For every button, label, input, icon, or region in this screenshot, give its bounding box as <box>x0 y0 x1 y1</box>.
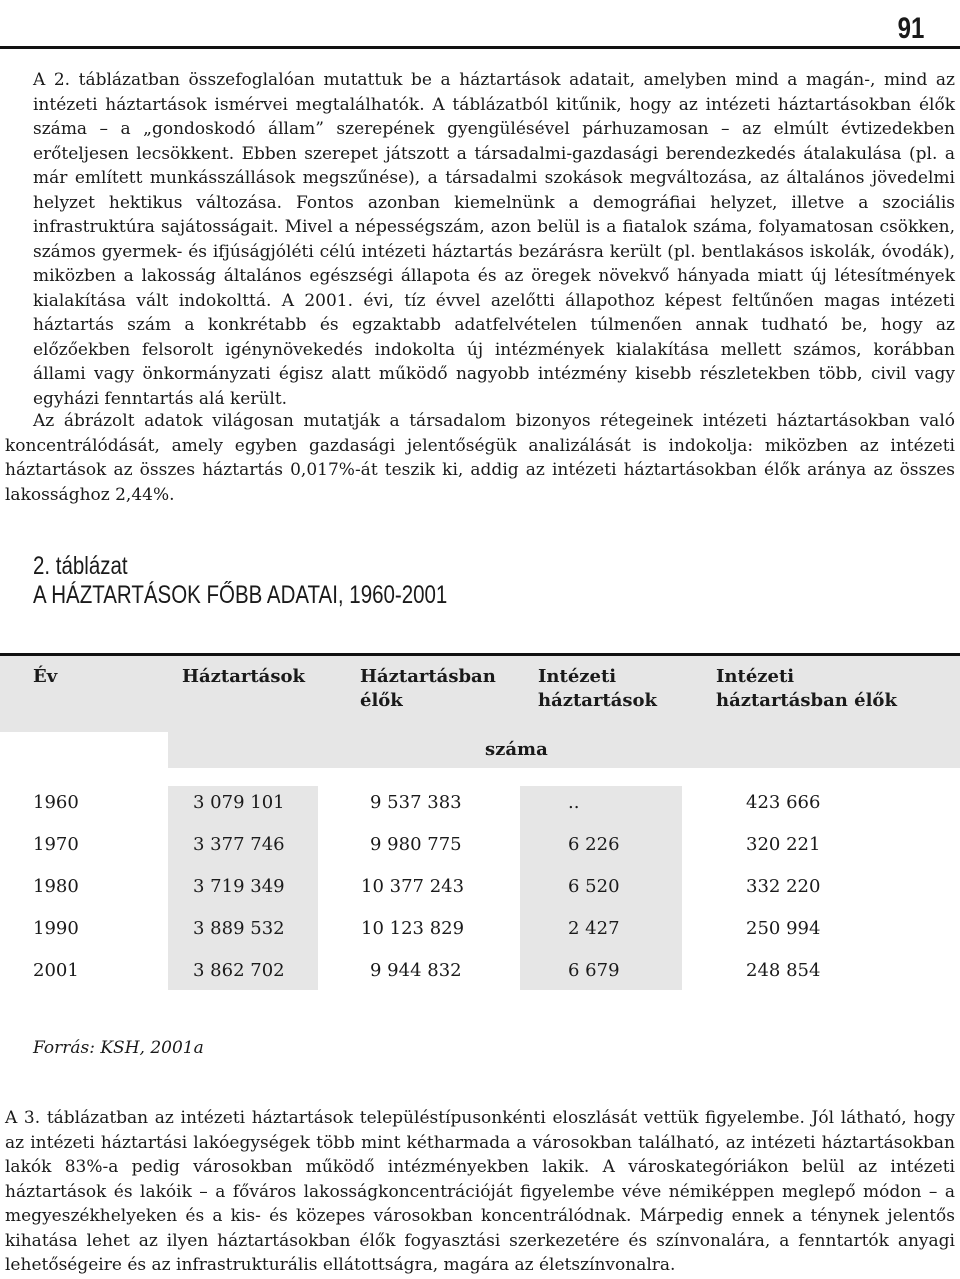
table-cell-ev: 1960 <box>33 792 79 813</box>
table-subheader-szama: száma <box>485 739 548 760</box>
table-header-ev: Év <box>33 666 58 687</box>
table-cell-ev: 2001 <box>33 960 79 981</box>
table-cell-intezeti-elok: 320 221 <box>746 834 821 855</box>
table-cell-intezeti: 6 679 <box>568 960 620 981</box>
table-cell-elok: 10 123 829 <box>361 918 465 939</box>
table-cell-elok: 9 980 775 <box>370 834 462 855</box>
paragraph-1: A 2. táblázatban összefoglalóan mutattuk be a háztartások adatait, amelyben mind a magán-, mind az intézeti háztartások ismérvei megtalálhatók. A táblázatból kitűnik, hogy az intézeti háztartásokban élők száma – a „gondoskodó állam” szerepének gyengülésével párhuzamosan – az elmúlt évtizedekben erőteljesen lecsökkent. Ebben szerepet játszott a társadalmi-gazdasági berendezkedés átalakulása (pl. a már említett munkásszállások megszűnése), a társadalmi szokások megváltozása, az általános jövedelmi helyzet hektikus változása. Fontos azonban kiemelnünk a demográfiai helyzet, illetve a szociális infrastruktúra sajátosságait. Mivel a népességszám, azon belül is a fiatalok száma, folyamatosan csökken, számos gyermek- és ifjúságjóléti célú intézeti háztartás bezárásra került (pl. bentlakásos iskolák, óvodák), miközben a lakosság általános egészségi állapota és az öregek növekvő hányada miatt új létesítmények kialakítása vált indokolttá. A 2001. évi, tíz évvel azelőtti állapothoz képest feltűnően magas intézeti háztartás szám a konkrétabb és egzaktabb adatfelvételen túlmenően annak tudható be, hogy az előzőekben felsorolt igénynövekedés indokolta új intézmények kialakítása mellett számos, korábban állami vagy önkormányzati égisz alatt működő nagyobb intézmény kisebb részletekben több, civil vagy egyházi fenntartás alá került. <box>33 70 955 409</box>
header-line-1: Intézeti <box>538 666 617 687</box>
table-cell-intezeti-elok: 250 994 <box>746 918 821 939</box>
table-cell-intezeti-elok: 248 854 <box>746 960 821 981</box>
table-subheader-background <box>168 732 960 768</box>
table-cell-elok: 9 537 383 <box>370 792 462 813</box>
table-cell-ev: 1990 <box>33 918 79 939</box>
table-header-haztartasban-elok <box>360 665 496 713</box>
table-cell-haztartasok: 3 862 702 <box>193 960 285 981</box>
table-cell-intezeti-elok: 423 666 <box>746 792 821 813</box>
header-line-2: háztartások <box>538 690 658 711</box>
table-caption <box>33 552 447 610</box>
table-cell-haztartasok: 3 719 349 <box>193 876 285 897</box>
table-cell-intezeti: 6 226 <box>568 834 620 855</box>
table-caption-number: 2. táblázat <box>33 552 128 580</box>
table-cell-ev: 1980 <box>33 876 79 897</box>
table-cell-haztartasok: 3 377 746 <box>193 834 285 855</box>
table-cell-haztartasok: 3 079 101 <box>193 792 285 813</box>
table-cell-intezeti: 2 427 <box>568 918 620 939</box>
paragraph-2: Az ábrázolt adatok világosan mutatják a társadalom bizonyos rétegeinek intézeti háztartásokban való koncentrálódását, amely egyben gazdasági jelentőségük analizálását is indokolja: miközben az intézeti háztartások az összes háztartás 0,017%-át teszik ki, addig az intézeti háztartásokban élők aránya az összes lakossághoz 2,44%. <box>5 411 955 505</box>
table-cell-ev: 1970 <box>33 834 79 855</box>
table-cell-haztartasok: 3 889 532 <box>193 918 285 939</box>
page-number: 91 <box>897 12 924 45</box>
header-line-2: élők <box>360 690 403 711</box>
table-cell-elok: 10 377 243 <box>361 876 465 897</box>
header-line-1: Intézeti <box>716 666 795 687</box>
header-line-2: háztartásban élők <box>716 690 897 711</box>
table-header-intezeti-haztartasok <box>538 665 657 713</box>
header-line-1: Háztartásban <box>360 666 496 687</box>
top-rule <box>0 46 960 49</box>
table-caption-title: A HÁZTARTÁSOK FŐBB ADATAI, 1960-2001 <box>33 581 448 609</box>
table-cell-intezeti-elok: 332 220 <box>746 876 821 897</box>
table-header-intezeti-elok <box>716 665 897 713</box>
table-header-haztartasok: Háztartások <box>182 666 305 687</box>
table-source: Forrás: KSH, 2001a <box>33 1038 204 1058</box>
paragraph-3: A 3. táblázatban az intézeti háztartások településtípusonkénti eloszlását vettük figyelembe. Jól látható, hogy az intézeti háztartási lakóegységek több mint kétharmada a városokban található, az intézeti háztartásokban lakók 83%-a pedig városokban működő intézményekben lakik. A városkategóriákon belül az intézeti háztartások és lakóik – a főváros lakosságkoncentrációját figyelembe véve némiképpen meglepő módon – a megyeszékhelyeken és a kis- és közepes városokban koncentrálódnak. Márpedig ennek a ténynek jelentős kihatása lehet az ilyen háztartásokban élők fogyasztási szerkezetére és színvonalára, a fenntartók anyagi lehetőségeire és az infrastrukturális ellátottságra, magára az életszínvonalra. <box>5 1108 955 1275</box>
table-cell-intezeti: 6 520 <box>568 876 620 897</box>
table-cell-intezeti: .. <box>568 792 580 813</box>
table-cell-elok: 9 944 832 <box>370 960 462 981</box>
